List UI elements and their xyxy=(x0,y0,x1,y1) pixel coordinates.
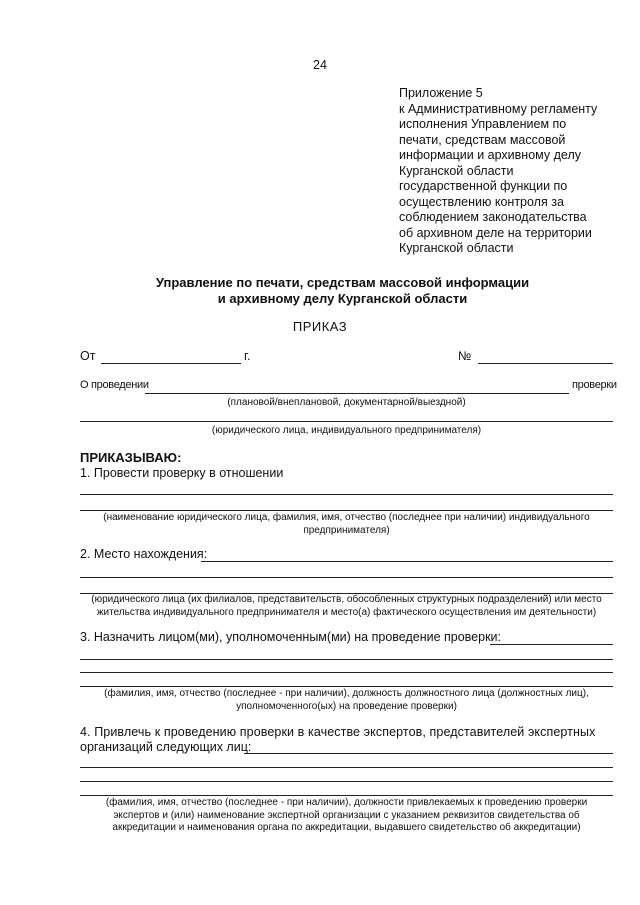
item3-line-2[interactable] xyxy=(80,659,613,660)
conduct-subject-line[interactable] xyxy=(80,421,613,422)
item4-line-2[interactable] xyxy=(80,767,613,768)
organization-heading xyxy=(100,275,585,307)
organization-line-1: Управление по печати, средствам массовой информации xyxy=(155,275,530,290)
number-field-line[interactable] xyxy=(478,363,613,364)
appendix-line: государственной функции по xyxy=(399,179,568,193)
item3-line-3[interactable] xyxy=(80,672,613,673)
item4-line-1[interactable] xyxy=(244,753,613,754)
item1-line-1[interactable] xyxy=(80,494,613,495)
item2-caption-line-2: жительства индивидуального предпринимателя и место(а) фактического осуществления им деятельности) xyxy=(96,606,597,618)
appendix-block xyxy=(399,86,629,257)
conduct-caption-1: (плановой/внеплановой, документарной/выездной) xyxy=(227,397,466,408)
item3-caption xyxy=(80,688,613,713)
item2-caption xyxy=(78,594,615,619)
appendix-line: исполнения Управлением по xyxy=(399,117,567,131)
item4-label-line-2: организаций следующих лиц: xyxy=(80,740,252,754)
item2-line-1[interactable] xyxy=(201,561,613,562)
item1-caption xyxy=(80,512,613,537)
appendix-line: Курганской области xyxy=(399,241,514,255)
year-suffix: г. xyxy=(244,349,251,363)
item4-caption xyxy=(80,797,613,835)
item4-label-line-1: 4. Привлечь к проведению проверки в качестве экспертов, представителей экспертных xyxy=(80,725,596,739)
item4-caption-line-2: экспертов и (или) наименование экспертной организации с указанием реквизитов свидетельства об xyxy=(113,809,580,821)
item1-label: 1. Провести проверку в отношении xyxy=(80,466,284,480)
item4-line-3[interactable] xyxy=(80,781,613,782)
item3-line-4[interactable] xyxy=(80,686,613,687)
appendix-line: к Административному регламенту xyxy=(399,101,598,116)
date-field-line[interactable] xyxy=(101,363,241,364)
conduct-caption-2: (юридического лица, индивидуального предпринимателя) xyxy=(211,425,482,436)
order-title: ПРИКАЗ xyxy=(292,319,348,334)
number-label: № xyxy=(458,349,472,363)
item2-line-2[interactable] xyxy=(80,577,613,578)
appendix-line: осуществлению контроля за xyxy=(399,194,564,209)
item2-caption-line-1: (юридического лица (их филиалов, представительств, обособленных структурных подразделений) или место xyxy=(91,594,602,605)
conduct-label: О проведении xyxy=(80,379,149,391)
conduct-suffix: проверки xyxy=(572,379,617,391)
from-label: От xyxy=(80,349,96,363)
order-word: ПРИКАЗЫВАЮ: xyxy=(80,450,182,465)
item3-line-1[interactable] xyxy=(490,644,613,645)
page-number: 24 xyxy=(313,58,327,72)
organization-line-2: и архивному делу Курганской области xyxy=(217,291,468,306)
item4-caption-line-1: (фамилия, имя, отчество (последнее - при наличии), должности привлекаемых к проведению проверки xyxy=(105,797,588,808)
item3-caption-line-2: уполномоченного(ых) на проведение проверки) xyxy=(236,700,457,712)
appendix-line: об архивном деле на территории xyxy=(399,225,592,240)
item3-caption-line-1: (фамилия, имя, отчество (последнее - при наличии), должность должностного лица (должностных лиц), xyxy=(104,688,589,699)
appendix-line: Приложение 5 xyxy=(399,86,483,100)
item2-label: 2. Место нахождения: xyxy=(80,547,208,561)
appendix-line: печати, средствам массовой xyxy=(399,132,566,147)
appendix-line: Курганской области xyxy=(399,163,514,178)
appendix-line: соблюдением законодательства xyxy=(399,210,587,224)
item3-label: 3. Назначить лицом(ми), уполномоченным(ми) на проведение проверки: xyxy=(80,630,502,644)
item1-caption-line-1: (наименование юридического лица, фамилия, имя, отчество (последнее при наличии) индивидуального xyxy=(103,512,590,523)
item1-caption-line-2: предпринимателя) xyxy=(303,524,390,536)
item4-line-4[interactable] xyxy=(80,795,613,796)
conduct-type-line[interactable] xyxy=(145,393,569,394)
item4-caption-line-3: аккредитации и наименования органа по аккредитации, выдавшего свидетельство об аккредитации) xyxy=(112,822,581,833)
appendix-line: информации и архивному делу xyxy=(399,148,581,162)
item1-line-2[interactable] xyxy=(80,510,613,511)
